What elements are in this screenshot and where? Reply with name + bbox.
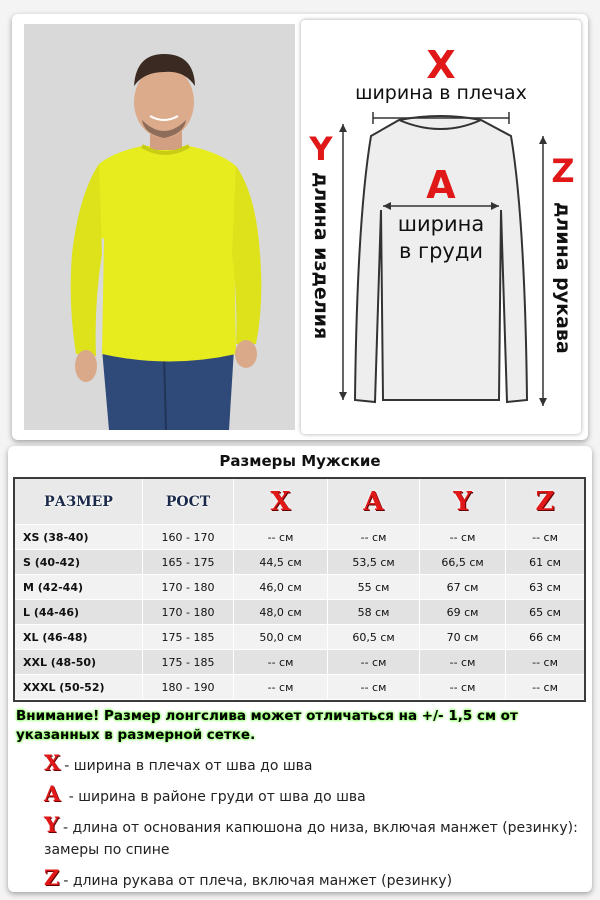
z-cell: -- см (506, 675, 585, 700)
z-label: Z (551, 152, 575, 190)
size-cell: XL (46-48) (15, 625, 143, 650)
height-cell: 175 - 185 (143, 650, 234, 675)
size-cell: M (42-44) (15, 575, 143, 600)
legend-letter: A (44, 781, 61, 806)
y-cell: -- см (420, 525, 506, 550)
legend-text: - длина рукава от плеча, включая манжет (резинку) (63, 873, 453, 889)
x-cell: -- см (234, 650, 328, 675)
y-label: Y (309, 130, 333, 168)
measurement-legend (44, 752, 584, 898)
table-row (15, 575, 585, 600)
x-cell: 48,0 см (234, 600, 328, 625)
table-row (15, 675, 585, 700)
a-cell: -- см (328, 650, 420, 675)
legend-letter: X (44, 750, 61, 775)
legend-text: - ширина в плечах от шва до шва (64, 758, 313, 774)
x-cell: -- см (234, 675, 328, 700)
legend-letter: Y (44, 812, 59, 837)
z-cell: 63 см (506, 575, 585, 600)
z-caption: длина рукава (552, 202, 574, 354)
y-cell: -- см (420, 650, 506, 675)
table-row (15, 650, 585, 675)
size-cell: L (44-46) (15, 600, 143, 625)
y-cell: 67 см (420, 575, 506, 600)
y-caption: длина изделия (310, 172, 332, 340)
measurement-diagram (301, 20, 581, 434)
legend-text: - длина от основания капюшона до низа, включая манжет (резинку): замеры по спине (44, 820, 578, 858)
table-title: Размеры Мужские (219, 452, 381, 470)
x-cell: 50,0 см (234, 625, 328, 650)
height-cell: 180 - 190 (143, 675, 234, 700)
z-cell: 66 см (506, 625, 585, 650)
size-cell: S (40-42) (15, 550, 143, 575)
header-y: Y (420, 479, 506, 525)
header-x: X (234, 479, 328, 525)
a-caption-1: ширина (397, 212, 485, 236)
legend-item-a (44, 783, 584, 808)
height-cell: 175 - 185 (143, 625, 234, 650)
legend-text: - ширина в районе груди от шва до шва (64, 789, 366, 805)
header-a: A (328, 479, 420, 525)
table-header-row (15, 479, 585, 525)
y-cell: 70 см (420, 625, 506, 650)
header-size: РАЗМЕР (15, 479, 143, 525)
height-cell: 160 - 170 (143, 525, 234, 550)
size-cell: XXXL (50-52) (15, 675, 143, 700)
size-cell: XXL (48-50) (15, 650, 143, 675)
x-label: X (426, 43, 456, 87)
table-row (15, 525, 585, 550)
height-cell: 165 - 175 (143, 550, 234, 575)
y-cell: 69 см (420, 600, 506, 625)
x-cell: -- см (234, 525, 328, 550)
height-cell: 170 - 180 (143, 600, 234, 625)
legend-item-y (44, 814, 584, 861)
y-cell: 66,5 см (420, 550, 506, 575)
size-table (14, 478, 585, 700)
a-cell: 53,5 см (328, 550, 420, 575)
height-cell: 170 - 180 (143, 575, 234, 600)
y-cell: -- см (420, 675, 506, 700)
x-caption: ширина в плечах (355, 82, 527, 104)
a-cell: 58 см (328, 600, 420, 625)
z-cell: -- см (506, 650, 585, 675)
size-cell: XS (38-40) (15, 525, 143, 550)
a-cell: 60,5 см (328, 625, 420, 650)
x-cell: 44,5 см (234, 550, 328, 575)
z-cell: 65 см (506, 600, 585, 625)
header-z: Z (506, 479, 585, 525)
legend-letter: Z (44, 865, 60, 890)
model-photo (24, 24, 295, 430)
a-cell: -- см (328, 675, 420, 700)
legend-item-z (44, 867, 584, 892)
x-cell: 46,0 см (234, 575, 328, 600)
a-cell: 55 см (328, 575, 420, 600)
z-cell: -- см (506, 525, 585, 550)
table-row (15, 550, 585, 575)
table-row (15, 600, 585, 625)
a-label: A (426, 163, 456, 207)
warning-note: Внимание! Размер лонгслива может отличаться на +/- 1,5 см от указанных в размерной сетке. (16, 708, 518, 743)
a-cell: -- см (328, 525, 420, 550)
table-row (15, 625, 585, 650)
legend-item-x (44, 752, 584, 777)
header-height: РОСТ (143, 479, 234, 525)
z-cell: 61 см (506, 550, 585, 575)
a-caption-2: в груди (398, 239, 484, 263)
